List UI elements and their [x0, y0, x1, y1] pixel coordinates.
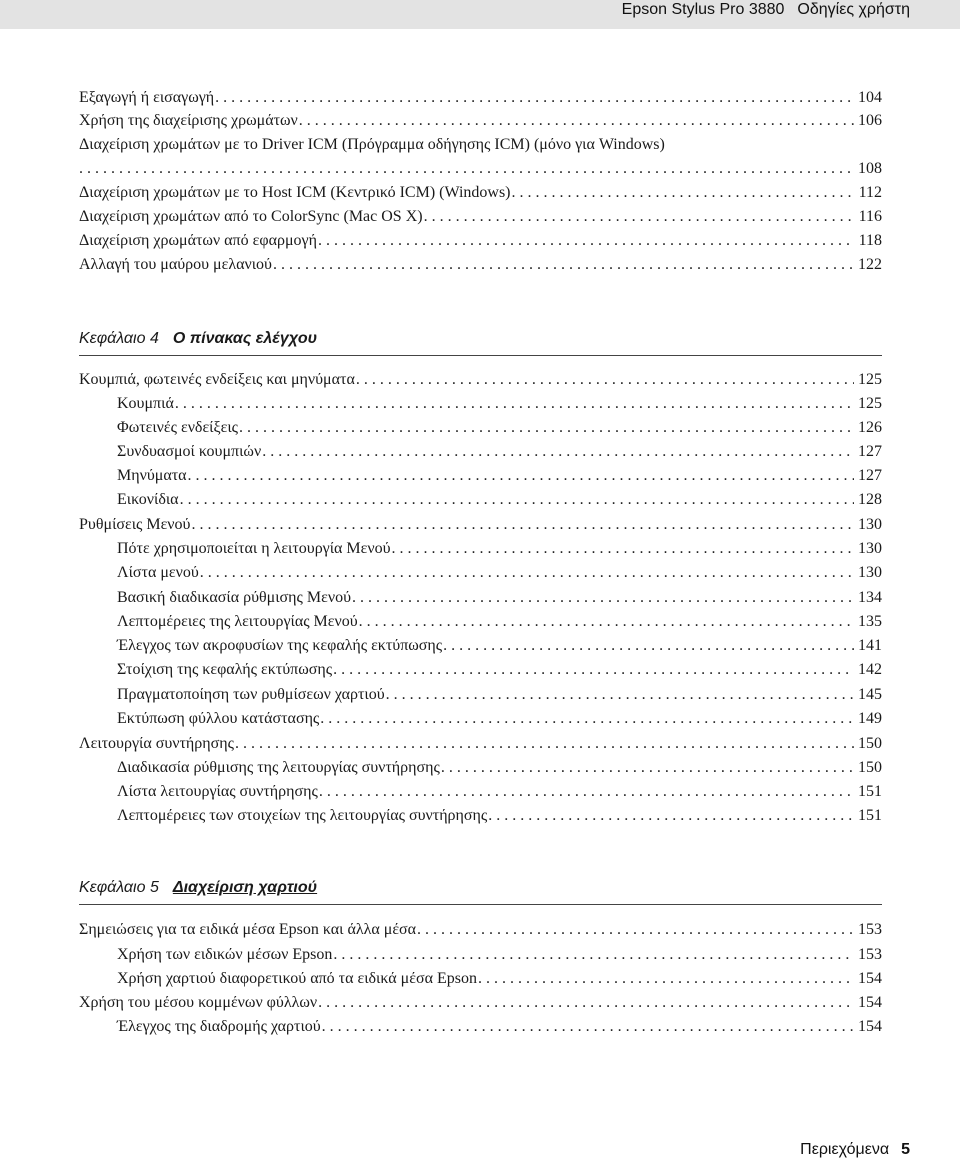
toc-entry-label: Σημειώσεις για τα ειδικά μέσα Epson και άλλα μέσα	[79, 921, 417, 938]
toc-leader-dots	[424, 206, 855, 228]
toc-leader-dots	[386, 684, 854, 706]
page-header	[0, 0, 960, 29]
toc-entry-page: 151	[858, 783, 882, 800]
toc-entry-page: 116	[858, 208, 882, 225]
header-product: Epson Stylus Pro 3880	[621, 1, 785, 18]
toc-entry[interactable]	[79, 919, 882, 941]
toc-entry-page: 118	[858, 232, 882, 249]
toc-entry-page: 150	[858, 735, 882, 752]
toc-entry-label: Χρήση χαρτιού διαφορετικού από τα ειδικά μέσα Epson	[117, 970, 477, 987]
chapter-title: Διαχείριση χαρτιού	[172, 879, 318, 896]
toc-entry-label: Διαχείριση χρωμάτων με το Host ICM (Κεντρικό ICM) (Windows)	[79, 184, 511, 201]
toc-leader-dots	[299, 110, 854, 132]
toc-entry-label: Πραγματοποίηση των ρυθμίσεων χαρτιού	[117, 686, 385, 703]
toc-entry-page: 153	[858, 946, 882, 963]
page-footer	[800, 1141, 910, 1159]
toc-entry-label: Χρήση των ειδικών μέσων Epson	[117, 946, 333, 963]
toc-leader-dots	[200, 562, 854, 584]
toc-subentry[interactable]	[79, 393, 882, 415]
toc-entry-label: Εικονίδια	[117, 491, 179, 508]
toc-subentry[interactable]	[79, 708, 882, 730]
footer-section: Περιεχόμενα	[800, 1141, 890, 1158]
chapter-4-heading[interactable]	[79, 327, 882, 356]
toc-entry-label: Στοίχιση της κεφαλής εκτύπωσης	[117, 661, 333, 678]
toc-entry[interactable]	[79, 110, 882, 132]
toc-leader-dots	[318, 230, 855, 252]
toc-entry[interactable]	[79, 992, 882, 1014]
toc-leader-dots	[512, 182, 855, 204]
toc-entry-label: Λειτουργία συντήρησης	[79, 735, 234, 752]
toc-leader-dots	[356, 369, 854, 391]
toc-leader-dots	[273, 254, 854, 276]
toc-entry-label: Λίστα μενού	[117, 564, 199, 581]
toc-entry-page: 145	[858, 686, 882, 703]
toc-leader-dots	[333, 944, 854, 966]
toc-leader-dots	[215, 87, 854, 109]
toc-entry-page: 106	[858, 112, 882, 129]
toc-entry[interactable]	[79, 182, 882, 204]
header-title	[622, 1, 910, 19]
toc-entry-label: Κουμπιά, φωτεινές ενδείξεις και μηνύματα	[79, 371, 355, 388]
toc-entry-page: 154	[858, 970, 882, 987]
toc-leader-dots	[322, 1016, 854, 1038]
toc-entry-label: Αλλαγή του μαύρου μελανιού	[79, 256, 272, 273]
toc-subentry[interactable]	[79, 659, 882, 681]
toc-subentry[interactable]	[79, 635, 882, 657]
toc-leader-dots	[417, 919, 854, 941]
toc-subentry[interactable]	[79, 684, 882, 706]
toc-entry-label: Ρυθμίσεις Μενού	[79, 516, 191, 533]
toc-entry-label: Πότε χρησιμοποιείται η λειτουργία Μενού	[117, 540, 391, 557]
toc-entry-page: 135	[858, 613, 882, 630]
toc-leader-dots	[443, 635, 854, 657]
toc-entry-page: 149	[858, 710, 882, 727]
toc-leader-dots	[352, 587, 854, 609]
toc-entry-page: 154	[858, 994, 882, 1011]
toc-subentry[interactable]	[79, 417, 882, 439]
toc-subentry[interactable]	[79, 538, 882, 560]
toc-subentry[interactable]	[79, 587, 882, 609]
toc-entry-label: Βασική διαδικασία ρύθμισης Μενού	[117, 589, 351, 606]
chapter-5-heading[interactable]	[79, 876, 882, 905]
toc-leader-dots	[488, 805, 854, 827]
toc-leader-dots	[359, 611, 854, 633]
toc-entry-page: 142	[858, 661, 882, 678]
toc-subentry[interactable]	[79, 944, 882, 966]
toc-entry-page: 126	[858, 419, 882, 436]
footer-page-number: 5	[901, 1141, 910, 1158]
toc-entry-label: Κουμπιά	[117, 395, 174, 412]
toc-entry-page: 130	[858, 564, 882, 581]
toc-entry-label: Χρήση της διαχείρισης χρωμάτων	[79, 112, 298, 129]
toc-entry[interactable]	[79, 514, 882, 536]
toc-entry-label: Λίστα λειτουργίας συντήρησης	[117, 783, 318, 800]
toc-subentry[interactable]	[79, 805, 882, 827]
toc-entry-page: 108	[858, 160, 882, 177]
toc-subentry[interactable]	[79, 781, 882, 803]
toc-entry[interactable]	[79, 87, 882, 109]
toc-entry-label: Εκτύπωση φύλλου κατάστασης	[117, 710, 320, 727]
toc-leader-dots	[392, 538, 854, 560]
toc-entry[interactable]	[79, 733, 882, 755]
toc-leader-dots	[191, 514, 854, 536]
toc-entry-label: Λεπτομέρειες των στοιχείων της λειτουργίας συντήρησης	[117, 807, 488, 824]
toc-subentry[interactable]	[79, 489, 882, 511]
toc-entry[interactable]	[79, 230, 882, 252]
toc-subentry[interactable]	[79, 562, 882, 584]
header-guide: Οδηγίες χρήστη	[797, 1, 910, 18]
toc-entry-page: 125	[858, 395, 882, 412]
toc-entry-label: Έλεγχος της διαδρομής χαρτιού	[117, 1018, 321, 1035]
toc-entry[interactable]	[79, 369, 882, 391]
toc-entry-page: 125	[858, 371, 882, 388]
toc-entry-label: Εξαγωγή ή εισαγωγή	[79, 89, 215, 106]
toc-subentry[interactable]	[79, 1016, 882, 1038]
toc-entry-page: 104	[858, 89, 882, 106]
toc-leader-dots	[235, 733, 854, 755]
toc-entry[interactable]	[79, 134, 882, 156]
toc-leader-dots	[188, 465, 854, 487]
toc-subentry[interactable]	[79, 611, 882, 633]
toc-entry-label: Συνδυασμοί κουμπιών	[117, 443, 262, 460]
toc-leader-dots	[180, 489, 854, 511]
toc-entry-continuation[interactable]	[79, 158, 882, 180]
toc-subentry[interactable]	[79, 968, 882, 990]
toc-entry-page: 128	[858, 491, 882, 508]
chapter-number: Κεφάλαιο 5	[79, 879, 159, 896]
chapter-title: Ο πίνακας ελέγχου	[172, 330, 318, 347]
toc-entry-page: 130	[858, 516, 882, 533]
toc-entry-label: Διαχείριση χρωμάτων από εφαρμογή	[79, 232, 317, 249]
toc-entry[interactable]	[79, 206, 882, 228]
toc-entry-page: 127	[858, 467, 882, 484]
toc-entry-page: 134	[858, 589, 882, 606]
toc-leader-dots	[175, 393, 854, 415]
toc-entry-page: 153	[858, 921, 882, 938]
toc-entry-label: Μηνύματα	[117, 467, 187, 484]
toc-leader-dots	[319, 781, 854, 803]
toc-subentry[interactable]	[79, 757, 882, 779]
toc-leader-dots	[239, 417, 854, 439]
toc-entry-label: Λεπτομέρειες της λειτουργίας Μενού	[117, 613, 358, 630]
toc-entry-label: Διαχείριση χρωμάτων με το Driver ICM (Πρόγραμμα οδήγησης ICM) (μόνο για Windows)	[79, 136, 665, 153]
toc-entry-label: Διαχείριση χρωμάτων από το ColorSync (Mac OS X)	[79, 208, 423, 225]
toc-subentry[interactable]	[79, 441, 882, 463]
toc-entry-page: 130	[858, 540, 882, 557]
toc-leader-dots	[441, 757, 854, 779]
toc-leader-dots	[79, 158, 854, 180]
toc-leader-dots	[318, 992, 854, 1014]
toc-leader-dots	[262, 441, 854, 463]
toc-subentry[interactable]	[79, 465, 882, 487]
toc-entry-page: 127	[858, 443, 882, 460]
toc-entry-page: 154	[858, 1018, 882, 1035]
toc-entry-label: Φωτεινές ενδείξεις	[117, 419, 238, 436]
toc-leader-dots	[478, 968, 854, 990]
toc-entry-page: 112	[858, 184, 882, 201]
toc-entry-page: 150	[858, 759, 882, 776]
chapter-number: Κεφάλαιο 4	[79, 330, 159, 347]
toc-leader-dots	[320, 708, 854, 730]
toc-entry[interactable]	[79, 254, 882, 276]
toc-leader-dots	[333, 659, 854, 681]
toc-entry-page: 141	[858, 637, 882, 654]
toc-entry-label: Έλεγχος των ακροφυσίων της κεφαλής εκτύπωσης	[117, 637, 443, 654]
toc-entry-page: 151	[858, 807, 882, 824]
toc-entry-label: Χρήση του μέσου κομμένων φύλλων	[79, 994, 318, 1011]
toc-entry-page: 122	[858, 256, 882, 273]
toc-entry-label: Διαδικασία ρύθμισης της λειτουργίας συντήρησης	[117, 759, 440, 776]
